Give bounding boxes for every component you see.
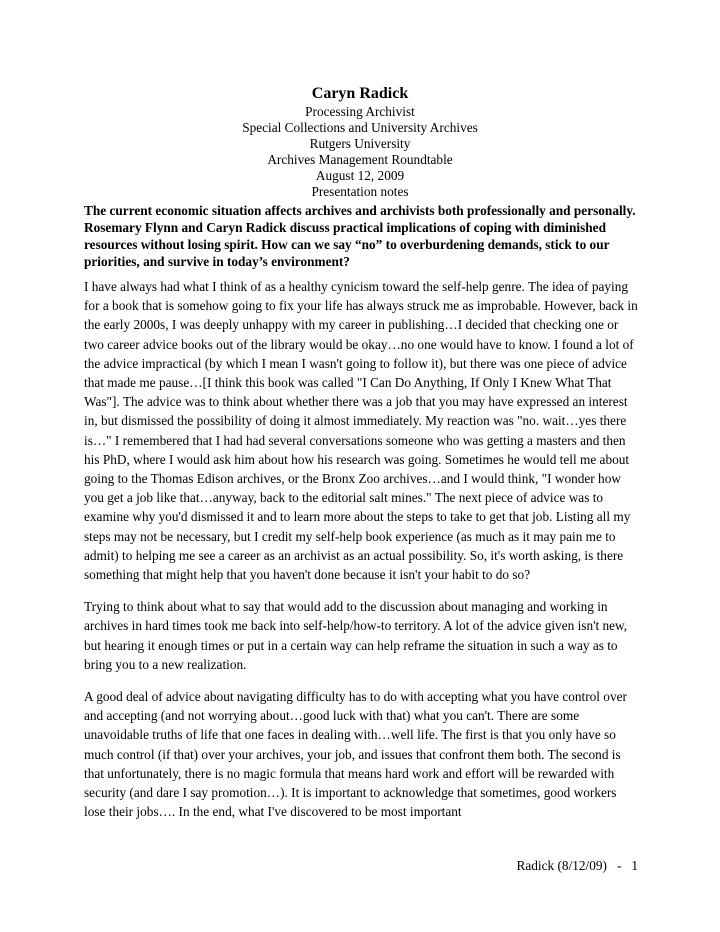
author-department: Special Collections and University Archives	[242, 120, 478, 135]
body-text	[84, 277, 640, 834]
author-institution: Rutgers University	[309, 136, 411, 151]
author-title: Processing Archivist	[305, 104, 415, 119]
document-type: Presentation notes	[311, 184, 409, 199]
paragraph: I have always had what I think of as a healthy cynicism toward the self-help genre. The idea of paying for a book that is somehow going to fix your life has always struck me as improbable. However, back in the early 2000s, I was deeply unhappy with my career in publishing…I decided that checking one or two career advice books out of the library would be okay…no one would have to know. I found a lot of the advice impractical (by which I mean I wasn't going to follow it), but there was one piece of advice that made me pause…[I think this book was called "I Can Do Anything, If Only I Knew What That Was"]. The advice was to think about whether there was a job that you may have expressed an interest in, but dismissed the possibility of doing it almost immediately. My reaction was "no. wait…yes there is…" I remembered that I had had several conversations someone who was getting a masters and then his PhD, where I would ask him about how his research was going. Sometimes he would tell me about going to the Thomas Edison archives, or the Bronx Zoo archives…and I would think, "I wonder how you get a job like that…anyway, back to the editorial salt mines." The next piece of advice was to examine why you'd dismissed it and to learn more about the steps to take to get that job. Listing all my steps may not be necessary, but I credit my self-help book experience (as much as it may pain me to admit) to helping me see a career as an archivist as an actual possibility. So, it's worth asking, is there something that might help that you haven't done because it isn't your habit to do so?	[84, 279, 638, 583]
abstract: The current economic situation affects archives and archivists both professionally and personally. Rosemary Flynn and Caryn Radick discuss practical implications of coping with diminished resources without losing spirit. How can we say “no” to overburdening demands, stick to our priorities, and survive in today’s environment?	[84, 203, 636, 269]
event-date: August 12, 2009	[315, 168, 405, 183]
paragraph: A good deal of advice about navigating difficulty has to do with accepting what you have control over and accepting (and not worrying about…good luck with that) what you can't. There are some unavoidable truths of life that one faces in dealing with…well life. The first is that you only have so much control (if that) over your archives, your job, and issues that confront them both. The second is that unfortunately, there is no magic formula that means hard work and effort will be rewarded with security (and dare I say promotion…). It is important to acknowledge that sometimes, good workers lose their jobs…. In the end, what I've discovered to be most important	[84, 689, 627, 820]
paragraph: Trying to think about what to say that would add to the discussion about managing and working in archives in hard times took me back into self-help/how-to territory. A lot of the advice given isn't new, but hearing it enough times or put in a certain way can help reframe the situation in such a way as to bring you to a new realization.	[84, 599, 628, 672]
author-name: Caryn Radick	[311, 85, 409, 102]
event-name: Archives Management Roundtable	[267, 152, 453, 167]
page-footer: Radick (8/12/09) - 1	[516, 858, 638, 873]
document-header	[0, 84, 720, 200]
